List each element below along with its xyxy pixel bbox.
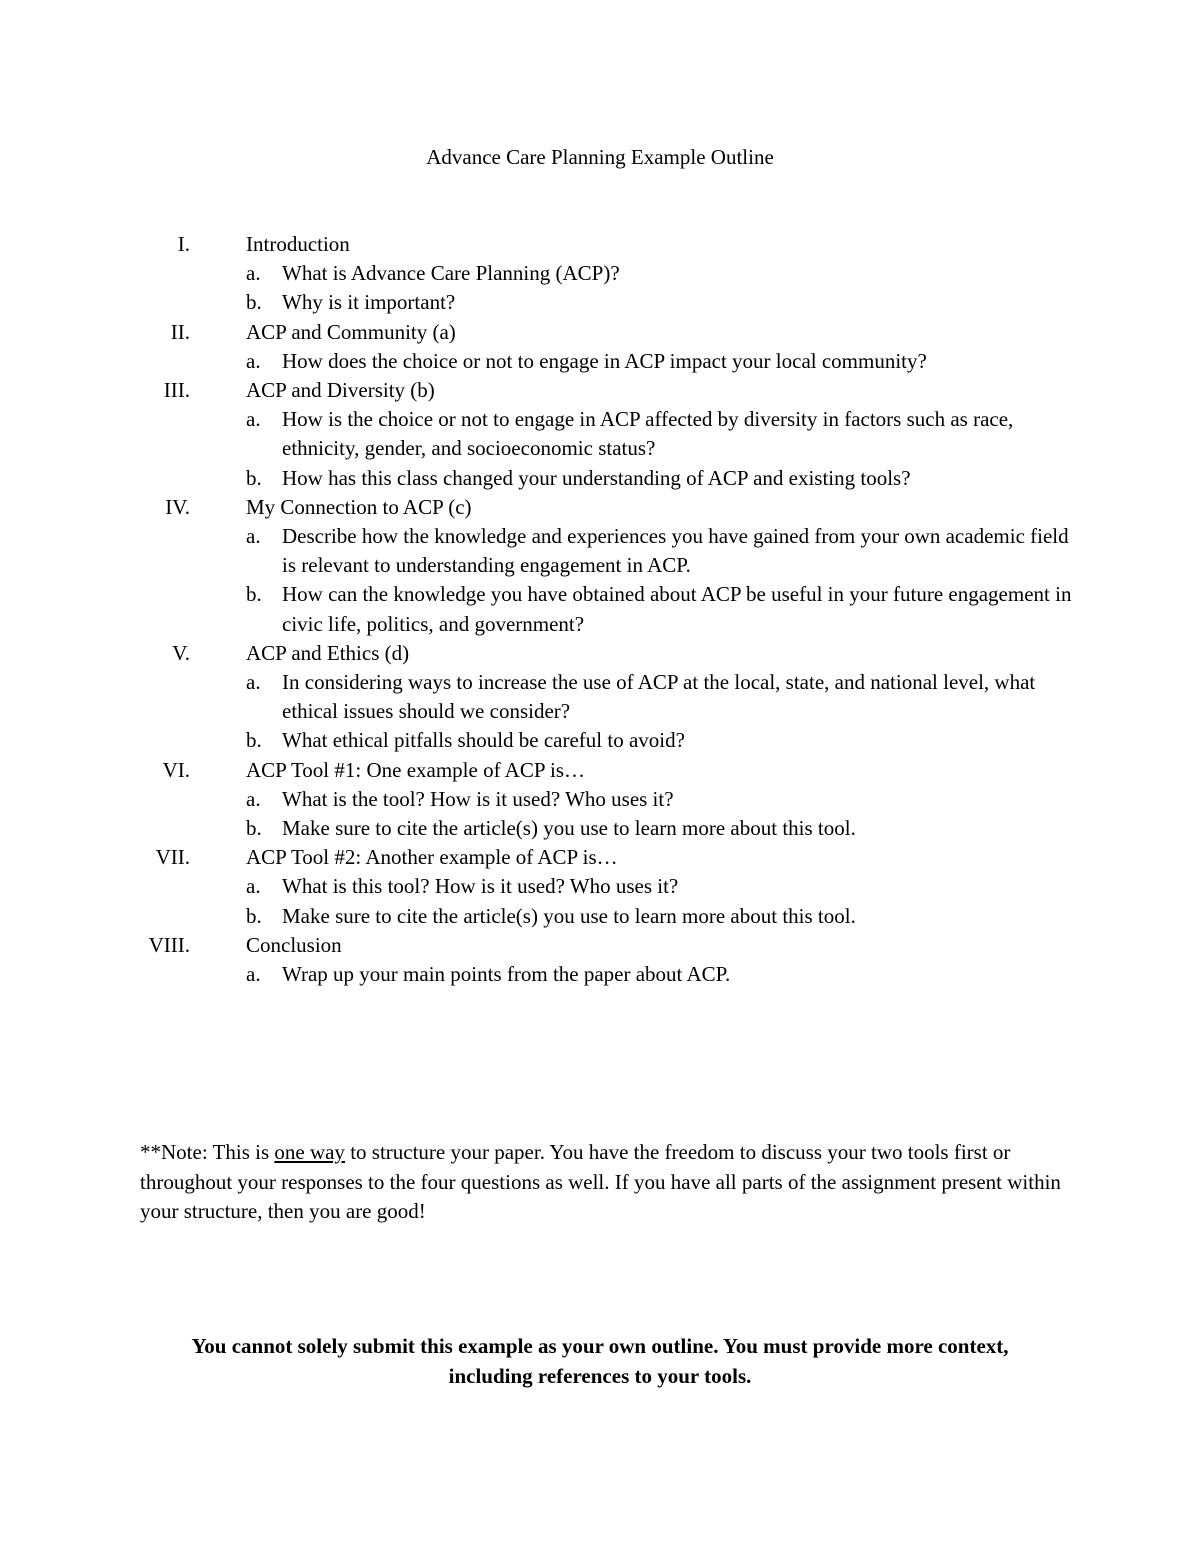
warning-paragraph: You cannot solely submit this example as your own outline. You must provide more context, including references to your tools. xyxy=(191,1334,1009,1388)
outline-section-heading-row xyxy=(0,318,1200,347)
note-suffix: to structure your paper. You have the freedom to discuss your two tools first or throughout your responses to the four questions as well. If you have all parts of the assignment present within your structure, then you are good! xyxy=(140,1140,1061,1223)
outline-section xyxy=(0,639,1200,756)
subitem-text: What is this tool? How is it used? Who uses it? xyxy=(282,874,679,899)
outline-section xyxy=(0,376,1200,493)
subitem-text: What ethical pitfalls should be careful to avoid? xyxy=(282,728,685,753)
outline-subitem xyxy=(0,726,1072,755)
section-numeral: V. xyxy=(172,640,190,665)
outline-list xyxy=(0,230,1200,989)
section-heading: ACP and Community (a) xyxy=(246,319,456,344)
outline-subitem xyxy=(0,288,1072,317)
section-numeral: VI. xyxy=(162,757,190,782)
note-prefix: **Note: This is xyxy=(140,1140,275,1164)
section-numeral: III. xyxy=(163,377,190,402)
outline-section-heading-row xyxy=(0,931,1200,960)
outline-subitem xyxy=(0,960,1072,989)
outline-section xyxy=(0,756,1200,844)
subitem-text: How can the knowledge you have obtained about ACP be useful in your future engagement in civic life, politics, and government? xyxy=(282,582,1072,636)
section-numeral: VII. xyxy=(155,845,190,870)
subitem-text: How is the choice or not to engage in ACP affected by diversity in factors such as race, ethnicity, gender, and socioeconomic status? xyxy=(282,407,1014,461)
outline-section-heading-row xyxy=(0,376,1200,405)
section-heading: ACP and Ethics (d) xyxy=(246,640,410,665)
subitem-letter: b. xyxy=(246,903,262,928)
subitem-letter: a. xyxy=(246,786,261,811)
subitem-text: Describe how the knowledge and experiences you have gained from your own academic field is relevant to understanding engagement in ACP. xyxy=(282,523,1069,578)
outline-subitem xyxy=(0,464,1072,493)
outline-subitem xyxy=(0,668,1072,726)
outline-section-heading-row xyxy=(0,230,1200,259)
note-underlined-phrase: one way xyxy=(274,1140,345,1164)
subitem-text: What is the tool? How is it used? Who uses it? xyxy=(282,786,674,811)
section-heading: ACP and Diversity (b) xyxy=(246,377,435,402)
subitem-text: How does the choice or not to engage in ACP impact your local community? xyxy=(282,348,927,373)
outline-section xyxy=(0,493,1200,639)
subitem-text: What is Advance Care Planning (ACP)? xyxy=(282,261,620,286)
section-heading: Introduction xyxy=(246,232,350,256)
outline-subitem xyxy=(0,259,1072,288)
subitem-letter: b. xyxy=(246,582,262,607)
subitem-letter: a. xyxy=(246,961,261,986)
section-numeral: VIII. xyxy=(148,932,190,957)
subitem-text: In considering ways to increase the use of ACP at the local, state, and national level, what ethical issues should we consider? xyxy=(282,669,1036,724)
outline-subitem xyxy=(0,522,1072,580)
subitem-text: How has this class changed your understanding of ACP and existing tools? xyxy=(282,465,911,490)
section-numeral: IV. xyxy=(165,494,190,519)
subitem-text: Wrap up your main points from the paper about ACP. xyxy=(282,961,731,986)
outline-section-heading-row xyxy=(0,756,1200,785)
subitem-letter: a. xyxy=(246,669,261,694)
subitem-letter: b. xyxy=(246,465,262,490)
subitem-text: Make sure to cite the article(s) you use to learn more about this tool. xyxy=(282,903,856,928)
outline-subitem xyxy=(0,814,1072,843)
section-numeral: I. xyxy=(177,232,190,256)
outline-section xyxy=(0,931,1200,989)
section-numeral: II. xyxy=(170,319,190,344)
subitem-letter: a. xyxy=(246,407,261,432)
outline-subitem xyxy=(0,872,1072,901)
subitem-letter: b. xyxy=(246,290,262,315)
note-paragraph xyxy=(140,1138,1070,1227)
subitem-letter: b. xyxy=(246,815,262,840)
outline-subitem xyxy=(0,347,1072,376)
outline-section xyxy=(0,318,1200,376)
outline-subitem xyxy=(0,580,1072,638)
subitem-letter: a. xyxy=(246,523,261,548)
outline-subitem xyxy=(0,785,1072,814)
section-heading: Conclusion xyxy=(246,932,342,957)
outline-section-heading-row xyxy=(0,843,1200,872)
subitem-text: Why is it important? xyxy=(282,290,456,315)
section-heading: ACP Tool #1: One example of ACP is… xyxy=(246,757,586,782)
outline-section-heading-row xyxy=(0,639,1200,668)
subitem-text: Make sure to cite the article(s) you use to learn more about this tool. xyxy=(282,815,856,840)
outline-section xyxy=(0,230,1200,318)
outline-subitem xyxy=(0,405,1072,463)
subitem-letter: b. xyxy=(246,728,262,753)
subitem-letter: a. xyxy=(246,874,261,899)
subitem-letter: a. xyxy=(246,261,261,286)
outline-subitem xyxy=(0,902,1072,931)
subitem-letter: a. xyxy=(246,348,261,373)
outline-section-heading-row xyxy=(0,493,1200,522)
outline-section xyxy=(0,843,1200,931)
section-heading: My Connection to ACP (c) xyxy=(246,494,472,519)
document-title: Advance Care Planning Example Outline xyxy=(426,145,774,169)
section-heading: ACP Tool #2: Another example of ACP is… xyxy=(246,845,618,870)
